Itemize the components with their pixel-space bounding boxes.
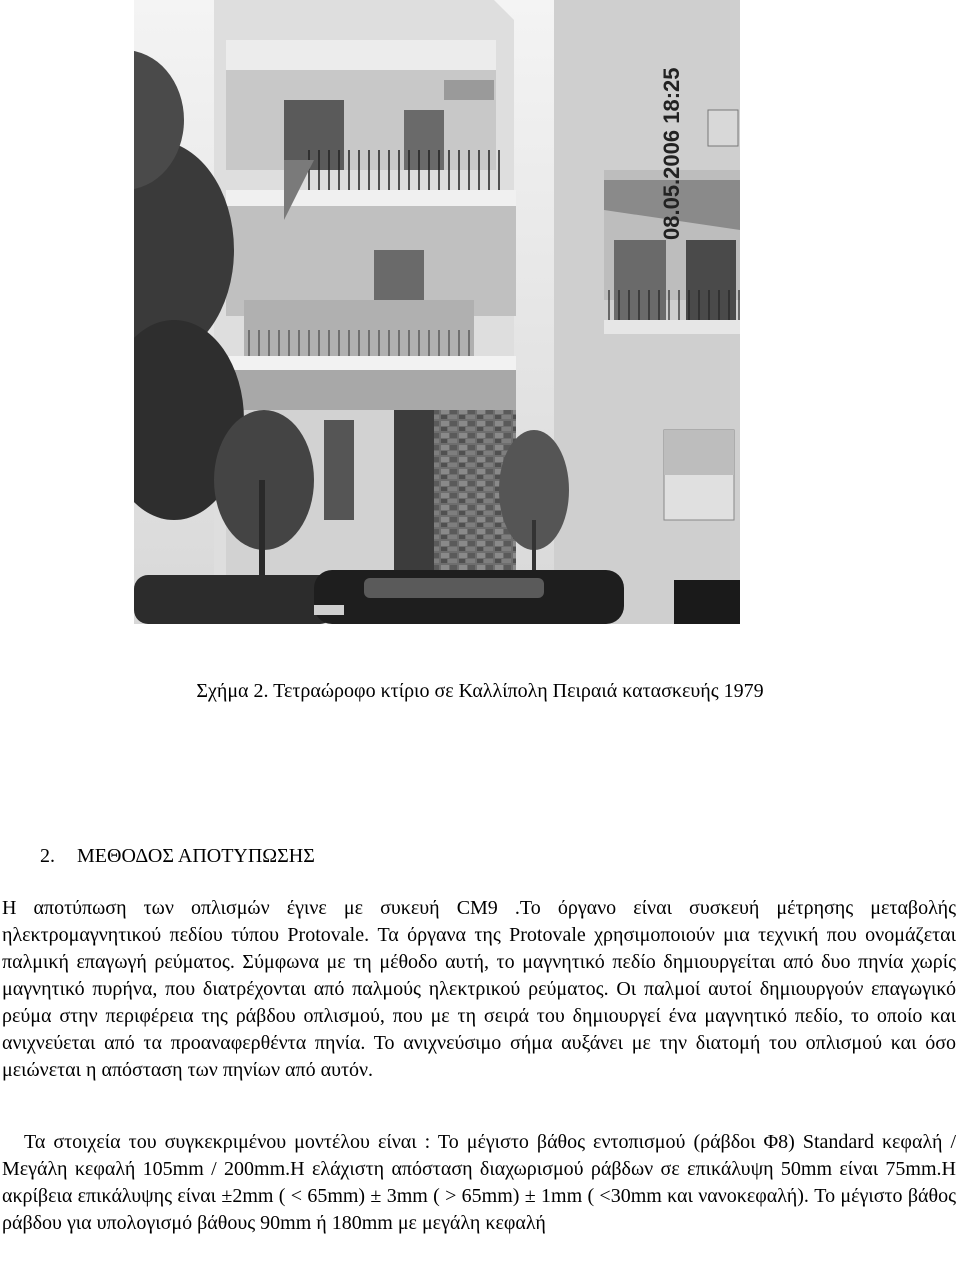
section-title: ΜΕΘΟΔΟΣ ΑΠΟΤΥΠΩΣΗΣ [77, 845, 315, 867]
section-heading [40, 843, 315, 869]
body-paragraph-specs: Τα στοιχεία του συγκεκριμένου μοντέλου είναι : Το μέγιστο βάθος εντοπισμού (ράβδοι Φ8) Standard κεφαλή /Μεγάλη κεφαλή 105mm / 200mm.Η ελάχιστη απόσταση διαχωρισμού ράβδων σε επικάλυψη 50mm είναι 75mm.Η ακρίβεια επικάλυψης είναι ±2mm ( < 65mm) ± 3mm ( > 65mm) ± 1mm ( <30mm και νανοκεφαλή). Το μέγιστο βάθος ράβδου για υπολογισμό βάθους 90mm ή 180mm με μεγάλη κεφαλή [2, 1131, 956, 1234]
photo-date-stamp: 08.05.2006 18:25 [659, 67, 684, 240]
section-number: 2. [40, 845, 55, 867]
body-paragraph-method: Η αποτύπωση των οπλισμών έγινε με συκευή CM9 .Το όργανο είναι συσκευή μέτρησης μεταβολής ηλεκτρομαγνητικού πεδίου τύπου Protovale. Τα όργανα της Protovale χρησιμοποιούν μια τεχνική που ονομάζεται παλμική επαγωγή ρεύματος. Σύμφωνα με τη μέθοδο αυτή, το μαγνητικό πεδίο δημιουργείται από δυο πηνία χωρίς μαγνητικό πυρήνα, που διατρέχονται από παλμούς ηλεκτρικού ρεύματος. Οι παλμοί αυτοί δημιουργούν επαγωγικό ρεύμα στην περιφέρεια της ράβδου οπλισμού, που με τη σειρά του δημιουργεί ένα μαγνητικό πεδίο, το οποίο και ανιχνεύεται από τα προαναφερθέντα πηνία. Το ανιχνεύσιμο σήμα αυξάνει με την διατομή του οπλισμού και όσο μειώνεται η απόσταση των πηνίων από αυτόν. [2, 897, 956, 1081]
figure-caption: Σχήμα 2. Τετραώροφο κτίριο σε Καλλίπολη Πειραιά κατασκευής 1979 [196, 680, 764, 702]
building-photo [134, 0, 740, 624]
